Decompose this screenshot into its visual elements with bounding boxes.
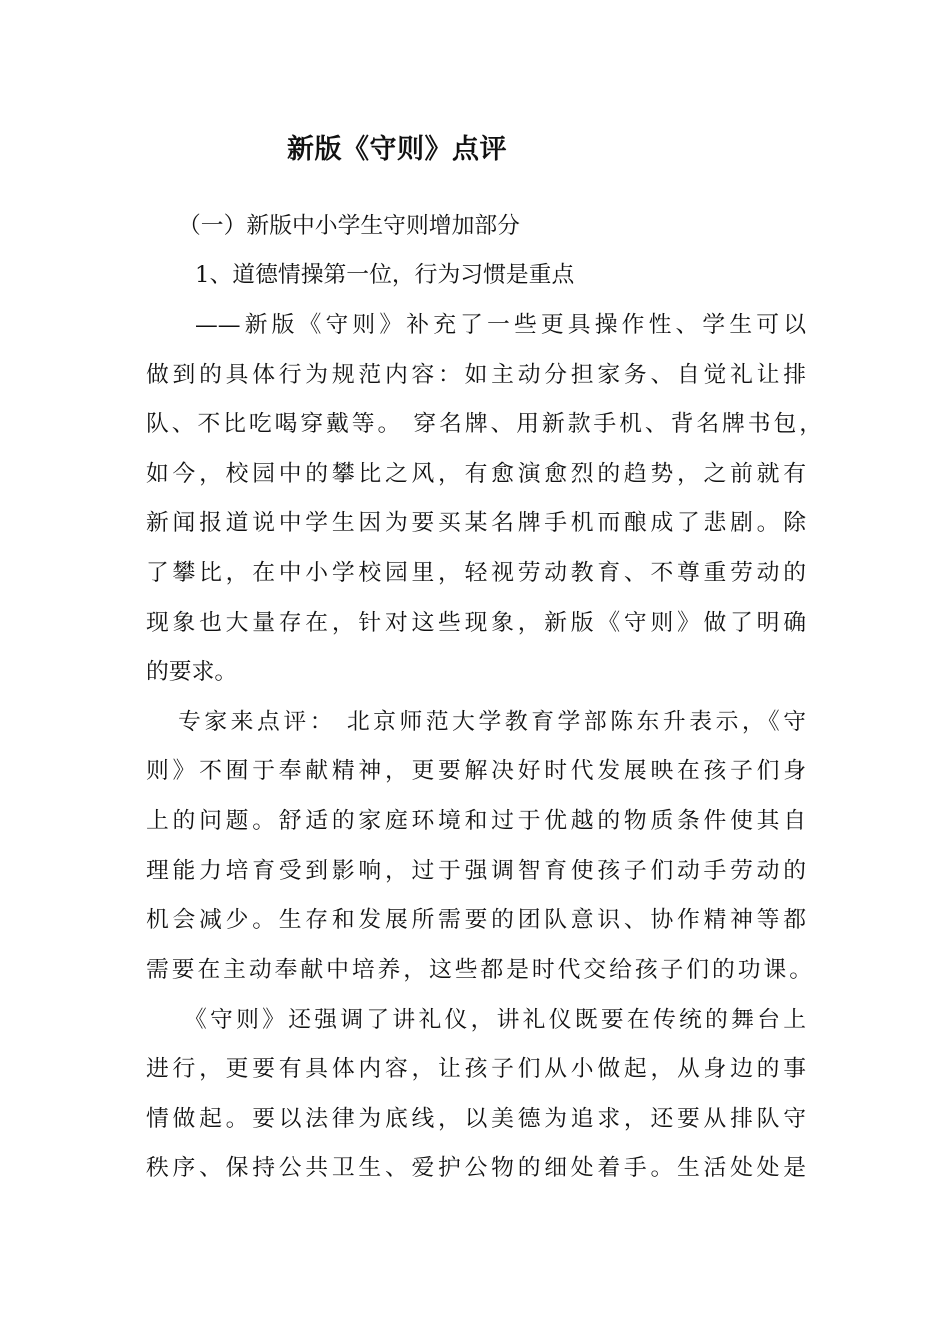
paragraph-line: 的要求。 [146,659,238,685]
paragraph-line: 了攀比，在中小学校园里，轻视劳动教育、不尊重劳动的 [146,560,806,586]
paragraph-line: 队、不比吃喝穿戴等。 穿名牌、用新款手机、背名牌书包， [146,411,822,437]
paragraph-line: 进行，更要有具体内容，让孩子们从小做起，从身边的事 [146,1056,806,1082]
section-heading: （一）新版中小学生守则增加部分 [178,213,520,239]
paragraph-line: 则》不囿于奉献精神，更要解决好时代发展映在孩子们身 [146,758,806,784]
paragraph-line: ——新版《守则》补充了一些更具操作性、学生可以 [195,312,806,338]
paragraph-line: 新闻报道说中学生因为要买某名牌手机而酿成了悲剧。除 [146,510,806,536]
paragraph-line: 秩序、保持公共卫生、爱护公物的细处着手。生活处处是 [146,1155,806,1181]
paragraph-line: 上的问题。舒适的家庭环境和过于优越的物质条件使其自 [146,808,806,834]
paragraph-line: 需要在主动奉献中培养，这些都是时代交给孩子们的功课。 [146,957,812,983]
paragraph-line: 理能力培育受到影响，过于强调智育使孩子们动手劳动的 [146,858,806,884]
paragraph-line: 专家来点评： 北京师范大学教育学部陈东升表示，《守 [178,709,806,735]
paragraph-line: 情做起。要以法律为底线，以美德为追求，还要从排队守 [146,1106,806,1132]
paragraph-line: 《守则》还强调了讲礼仪，讲礼仪既要在传统的舞台上 [184,1007,806,1033]
subheading: 1、道德情操第一位，行为习惯是重点 [195,262,575,288]
paragraph-line: 如今，校园中的攀比之风，有愈演愈烈的趋势，之前就有 [146,461,806,487]
paragraph-line: 机会减少。生存和发展所需要的团队意识、协作精神等都 [146,907,806,933]
paragraph-line: 做到的具体行为规范内容：如主动分担家务、自觉礼让排 [146,362,806,388]
document-title: 新版《守则》点评 [287,134,507,165]
paragraph-line: 现象也大量存在，针对这些现象，新版《守则》做了明确 [146,610,806,636]
